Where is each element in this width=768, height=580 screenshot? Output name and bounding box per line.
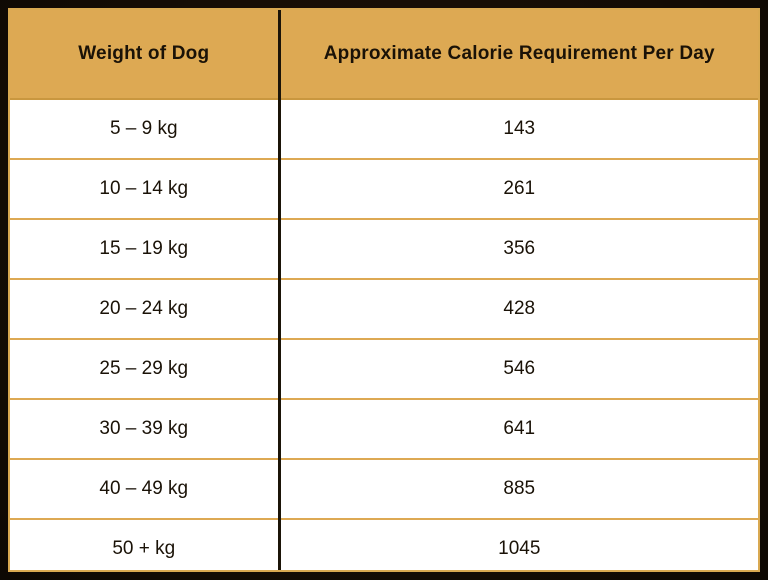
cell-weight: 20 – 24 kg — [10, 279, 279, 339]
table-row — [10, 219, 758, 279]
table-row — [10, 459, 758, 519]
cell-calories: 546 — [279, 339, 758, 399]
cell-calories: 885 — [279, 459, 758, 519]
cell-weight: 50 + kg — [10, 519, 279, 572]
table-row — [10, 279, 758, 339]
cell-weight: 40 – 49 kg — [10, 459, 279, 519]
cell-calories: 356 — [279, 219, 758, 279]
cell-weight: 25 – 29 kg — [10, 339, 279, 399]
cell-calories: 143 — [279, 99, 758, 159]
table-row — [10, 339, 758, 399]
column-header-calories: Approximate Calorie Requirement Per Day — [279, 10, 758, 99]
cell-weight: 30 – 39 kg — [10, 399, 279, 459]
table-row — [10, 399, 758, 459]
table-row — [10, 519, 758, 572]
cell-weight: 15 – 19 kg — [10, 219, 279, 279]
cell-weight: 10 – 14 kg — [10, 159, 279, 219]
table-row — [10, 99, 758, 159]
cell-calories: 261 — [279, 159, 758, 219]
table-header-row — [10, 10, 758, 99]
table-header — [10, 10, 758, 99]
calorie-table-container — [8, 8, 760, 572]
dog-calorie-table — [10, 10, 758, 572]
column-header-weight: Weight of Dog — [10, 10, 279, 99]
cell-calories: 428 — [279, 279, 758, 339]
cell-calories: 641 — [279, 399, 758, 459]
cell-calories: 1045 — [279, 519, 758, 572]
cell-weight: 5 – 9 kg — [10, 99, 279, 159]
table-row — [10, 159, 758, 219]
table-body — [10, 99, 758, 572]
